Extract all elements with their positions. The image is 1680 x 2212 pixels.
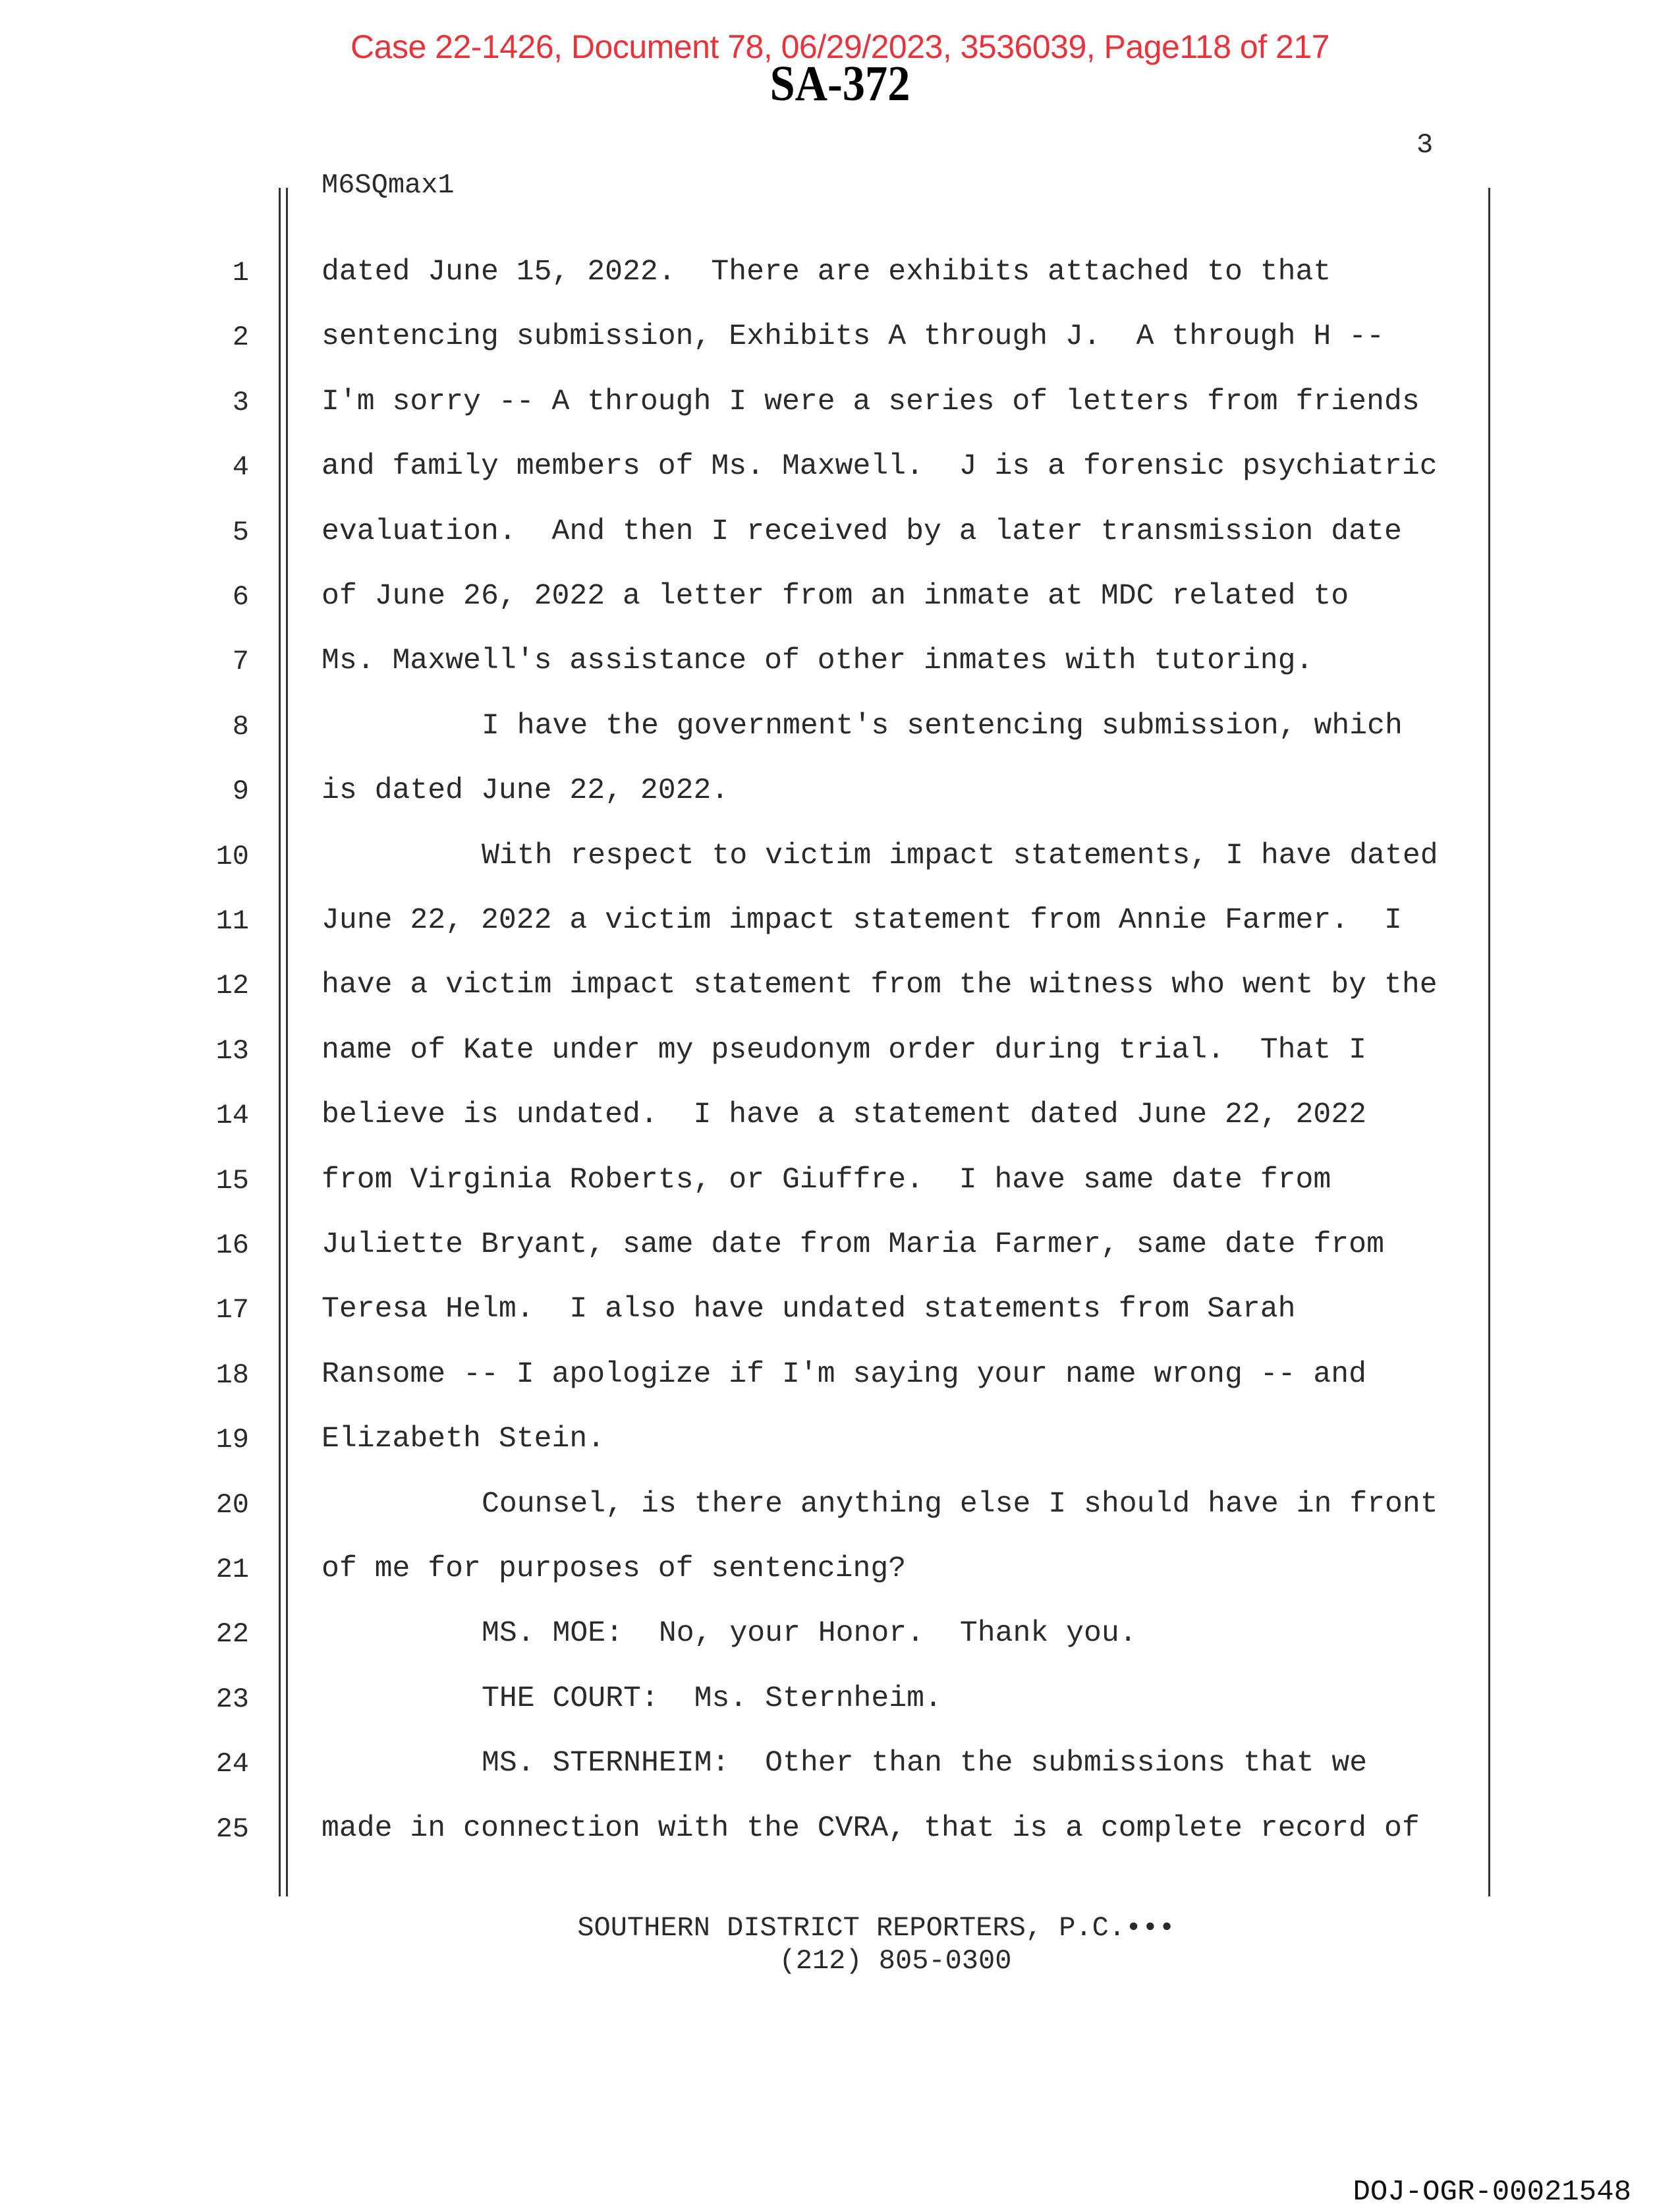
transcript-line: Elizabeth Stein. [322,1423,605,1456]
line-number: 13 [215,1035,249,1067]
transcript-line: have a victim impact statement from the witness who went by the [322,969,1438,1002]
transcript-line: Juliette Bryant, same date from Maria Farmer, same date from [322,1228,1384,1261]
case-stamp: Case 22-1426, Document 78, 06/29/2023, 3536039, Page118 of 217 [350,28,1330,65]
transcript-line: I have the government's sentencing submission, which [482,709,1403,743]
sa-page-label: SA-372 [770,56,910,111]
line-number: 16 [215,1230,249,1261]
transcript-line: THE COURT: Ms. Sternheim. [482,1682,942,1715]
line-number: 24 [215,1748,249,1780]
transcript-line: made in connection with the CVRA, that is a complete record of [322,1811,1420,1845]
transcript-line: evaluation. And then I received by a later transmission date [322,515,1402,548]
left-margin-rule-inner [286,188,288,1896]
line-number: 9 [232,776,249,808]
transcript-line: of me for purposes of sentencing? [322,1552,907,1585]
footer-phone: (212) 805-0300 [779,1945,1012,1977]
transcript-line: Ms. Maxwell's assistance of other inmates with tutoring. [322,644,1314,678]
line-number: 25 [215,1813,249,1845]
transcript-line: dated June 15, 2022. There are exhibits attached to that [322,256,1331,289]
transcript-line: I'm sorry -- A through I were a series of letters from friends [322,385,1420,418]
line-number: 7 [232,646,249,678]
transcript-line: sentencing submission, Exhibits A through J. A through H -- [322,320,1384,354]
line-number: 8 [232,710,249,743]
transcript-line: Counsel, is there anything else I should have in front [482,1487,1438,1521]
line-number: 5 [232,516,249,548]
line-number: 3 [232,386,249,418]
left-margin-rule [279,188,281,1896]
line-number: 11 [215,905,249,937]
line-number: 19 [215,1424,249,1456]
transcript-line: is dated June 22, 2022. [322,774,729,808]
transcript-line: of June 26, 2022 a letter from an inmate at MDC related to [322,580,1349,613]
footer-reporter: SOUTHERN DISTRICT REPORTERS, P.C.••• [577,1912,1175,1944]
line-number: 18 [215,1359,249,1391]
line-number: 10 [215,840,249,872]
line-number: 6 [232,581,249,613]
line-number: 14 [215,1100,249,1132]
line-number: 12 [215,970,249,1002]
line-number: 20 [215,1489,249,1521]
line-number: 1 [232,257,249,289]
transcript-line: name of Kate under my pseudonym order during trial. That I [322,1033,1367,1067]
line-number: 21 [215,1554,249,1585]
transcript-header-code: M6SQmax1 [322,169,455,201]
line-number: 15 [215,1164,249,1197]
transcript-line: Ransome -- I apologize if I'm saying your name wrong -- and [322,1357,1367,1391]
transcript-line: With respect to victim impact statements, I have dated [482,839,1438,872]
transcript-page-number: 3 [1416,129,1434,161]
transcript-line: from Virginia Roberts, or Giuffre. I have same date from [322,1163,1331,1197]
right-margin-rule [1488,188,1490,1896]
transcript-line: June 22, 2022 a victim impact statement from Annie Farmer. I [322,904,1402,937]
bates-number: DOJ-OGR-00021548 [1353,2176,1631,2209]
line-number: 4 [232,451,249,484]
transcript-line: MS. MOE: No, your Honor. Thank you. [482,1617,1137,1651]
transcript-line: believe is undated. I have a statement dated June 22, 2022 [322,1098,1367,1132]
line-number: 22 [215,1618,249,1651]
transcript-line: Teresa Helm. I also have undated statements from Sarah [322,1293,1296,1326]
line-number: 23 [215,1683,249,1715]
transcript-line: MS. STERNHEIM: Other than the submissions that we [482,1747,1368,1780]
line-number: 17 [215,1294,249,1326]
line-number: 2 [232,322,249,354]
transcript-line: and family members of Ms. Maxwell. J is a forensic psychiatric [322,450,1438,484]
